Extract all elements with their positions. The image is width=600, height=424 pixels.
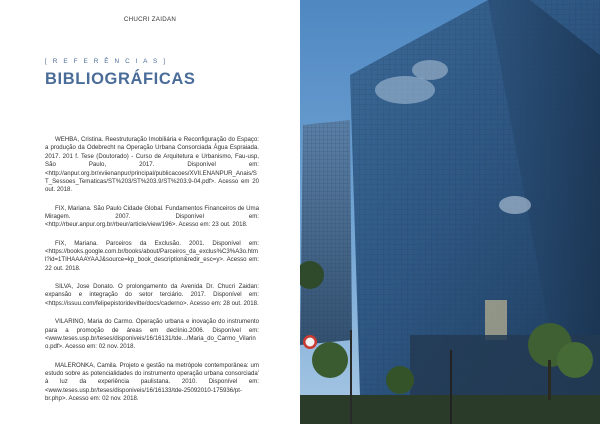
reference-list <box>45 136 259 413</box>
running-head: CHUCRI ZAIDAN <box>123 16 177 23</box>
reference-entry: MALERONKA, Camila. Projeto e gestão na metrópole contemporânea: um estudo sobre as potencialidades do instrumento operação urbana consorciada' à luz da experiência paulistana. 2010. Disponível em: <www.teses.usp.br/teses/disponiveis/16/16133/tde-25092010-175936/pt-br.php>. Acesso em: 02 nov. 2018. <box>45 361 259 403</box>
section-kicker: [ R E F E R Ê N C I A S ] <box>45 58 168 65</box>
reference-entry: WEHBA, Cristina. Reestruturação Imobiliária e Reconfiguração do Espaço: a produção da Odebrecht na Operação Urbana Consorciada Água Espraiada. 2017. 201 f. Tese (Doutorado) - Curso de Arquitetura e Urbanismo, Fau-usp, São Paulo, 2017. Disponível em: <http://anpur.org.br/xviienanpur/principal/publicacoes/XVII.ENANPUR_Anais/ST_Sessoes_Tematicas/ST%203/ST%203.9/ST%203.9-04.pdf>. Acesso em 20 out. 2018. <box>45 136 259 194</box>
building-photo <box>300 0 600 424</box>
reference-entry: FIX, Mariana. São Paulo Cidade Global. Fundamentos Financeiros de Uma Miragem. 2007. Disponível em: <http://rbeur.anpur.org.br/rbeur/article/view/196>. Acesso em: 23 out. 2018. <box>45 204 259 229</box>
reference-entry: FIX, Mariana. Parceiros da Exclusão. 2001. Disponível em: <https://books.google.com.br/books/about/Parceiros_da_exclus%C3%A3o.html?id=1TIHAAAAYAAJ&source=kp_book_description&redir_esc=y>. Acesso em: 22 out. 2018. <box>45 239 259 272</box>
reference-entry: VILARINO, Maria do Carmo. Operação urbana e inovação do instrumento para a promoção de áreas em declínio.2006. Disponível em: <www.teses.usp.br/teses/disponiveis/16/16131/tde.../Maria_do_Carmo_Vilarino.pdf>. Acesso em: 02 nov. 2018. <box>45 318 259 351</box>
section-title: BIBLIOGRÁFICAS <box>45 70 196 88</box>
building-illustration <box>300 0 600 424</box>
reference-entry: SILVA, Jose Donato. O prolongamento da Avenida Dr. Chucri Zaidan: expansão e integração do setor terciário. 2017. Disponível em: <https://issuu.com/felipepistoridevitte/docs/caderno>. Acesso em: 28 out. 2018. <box>45 283 259 307</box>
